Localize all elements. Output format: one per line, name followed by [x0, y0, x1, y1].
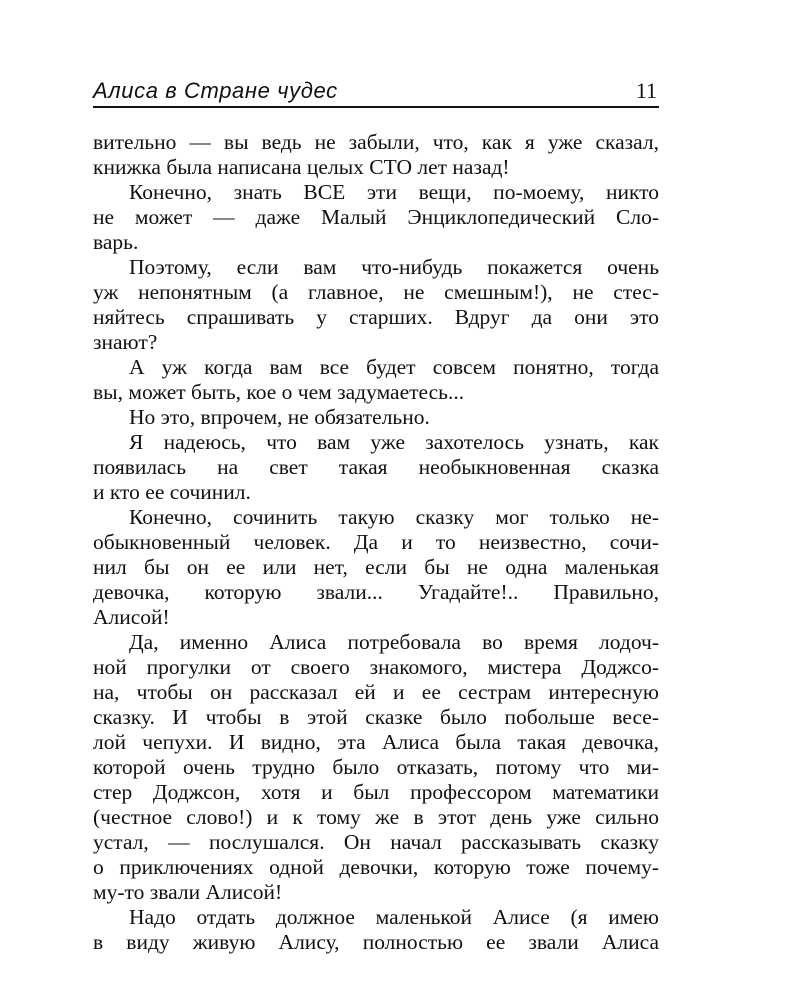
- text-line: знают?: [93, 330, 158, 354]
- text-line: появилась на свет такая необыкновенная сказка: [93, 455, 659, 479]
- running-head: [93, 76, 659, 108]
- text-line: сказку. И чтобы в этой сказке было побольше весе-: [93, 705, 659, 729]
- text-line: Алисой!: [93, 605, 170, 629]
- page-number: 11: [635, 78, 657, 103]
- text-line: Конечно, сочинить такую сказку мог только не-: [129, 505, 659, 529]
- text-line: му-то звали Алисой!: [93, 880, 283, 904]
- text-line: (честное слово!) и к тому же в этот день уже сильно: [93, 805, 659, 829]
- text-line: Надо отдать должное маленькой Алисе (я имею: [129, 905, 659, 929]
- text-line: устал, — послушался. Он начал рассказывать сказку: [93, 830, 659, 854]
- text-line: А уж когда вам все будет совсем понятно, тогда: [129, 355, 659, 379]
- text-line: стер Доджсон, хотя и был профессором математики: [93, 780, 659, 804]
- text-line: книжка была написана целых СТО лет назад!: [93, 155, 510, 179]
- text-line: о приключениях одной девочки, которую тоже почему-: [93, 855, 659, 879]
- text-line: в виду живую Алису, полностью ее звали Алиса: [93, 930, 659, 954]
- text-line: ной прогулки от своего знакомого, мистера Доджсо-: [93, 655, 659, 679]
- text-line: лой чепухи. И видно, эта Алиса была такая девочка,: [93, 730, 659, 754]
- text-line: нил бы он ее или нет, если бы не одна маленькая: [93, 555, 659, 579]
- running-title: Алиса в Стране чудес: [93, 78, 338, 103]
- text-line: Но это, впрочем, не обязательно.: [129, 405, 430, 429]
- text-line: обыкновенный человек. Да и то неизвестно, сочи-: [93, 530, 659, 554]
- text-line: Да, именно Алиса потребовала во время лодоч-: [129, 630, 659, 654]
- text-line: которой очень трудно было отказать, потому что ми-: [93, 755, 659, 779]
- text-line: и кто ее сочинил.: [93, 480, 251, 504]
- text-line: вительно — вы ведь не забыли, что, как я уже сказал,: [93, 130, 659, 154]
- text-line: уж непонятным (а главное, не смешным!), не стес-: [93, 280, 659, 304]
- body-text: [93, 130, 659, 954]
- text-line: Конечно, знать ВСЕ эти вещи, по-моему, никто: [129, 180, 659, 204]
- text-line: девочка, которую звали... Угадайте!.. Правильно,: [93, 580, 659, 604]
- text-line: Поэтому, если вам что-нибудь покажется очень: [129, 255, 659, 279]
- text-line: на, чтобы он рассказал ей и ее сестрам интересную: [93, 680, 659, 704]
- text-line: вы, может быть, кое о чем задумаетесь...: [93, 380, 465, 404]
- text-line: не может — даже Малый Энциклопедический Сло-: [93, 205, 659, 229]
- text-line: Я надеюсь, что вам уже захотелось узнать, как: [129, 430, 659, 454]
- text-line: няйтесь спрашивать у старших. Вдруг да они это: [93, 305, 659, 329]
- text-line: варь.: [93, 230, 139, 254]
